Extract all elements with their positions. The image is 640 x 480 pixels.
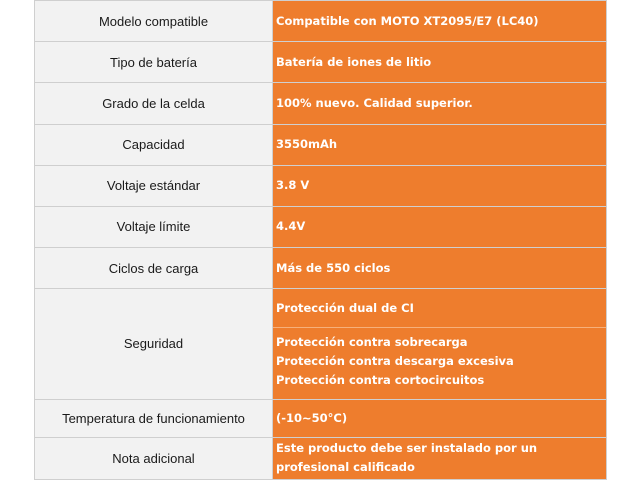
spec-label: Seguridad [35,289,273,399]
spec-row-charge-cycles [35,248,607,289]
spec-row-battery-type [35,42,607,83]
note-line: Este producto debe ser instalado por un [276,441,538,456]
security-feature: Protección dual de CI [276,300,414,315]
spec-label: Nota adicional [35,437,273,479]
spec-value: Compatible con MOTO XT2095/E7 (LC40) [273,1,607,42]
spec-label: Temperatura de funcionamiento [35,399,273,437]
spec-row-additional-note [35,437,607,479]
spec-row-standard-voltage [35,165,607,206]
spec-row-compatible-model [35,1,607,42]
security-feature: Protección contra sobrecarga [276,335,468,350]
spec-row-capacity [35,124,607,165]
spec-label: Tipo de batería [35,42,273,83]
spec-value: 3.8 V [273,165,607,206]
spec-value: Más de 550 ciclos [273,248,607,289]
spec-value: Batería de iones de litio [273,42,607,83]
security-feature: Protección contra cortocircuitos [276,373,485,388]
spec-label: Voltaje estándar [35,165,273,206]
spec-row-operating-temperature [35,399,607,437]
note-line: profesional calificado [276,460,415,475]
spec-value: 4.4V [273,206,607,247]
spec-row-security [35,289,607,399]
spec-row-limit-voltage [35,206,607,247]
spec-label: Grado de la celda [35,83,273,124]
spec-label: Ciclos de carga [35,248,273,289]
spec-label: Voltaje límite [35,206,273,247]
spec-value: (-10~50°C) [273,399,607,437]
spec-label: Capacidad [35,124,273,165]
spec-label: Modelo compatible [35,1,273,42]
spec-value: 3550mAh [273,124,607,165]
security-feature: Protección contra descarga excesiva [276,354,514,369]
spec-value [273,289,607,399]
spec-value: 100% nuevo. Calidad superior. [273,83,607,124]
spec-row-cell-grade [35,83,607,124]
spec-value [273,437,607,479]
battery-spec-table [34,0,607,480]
